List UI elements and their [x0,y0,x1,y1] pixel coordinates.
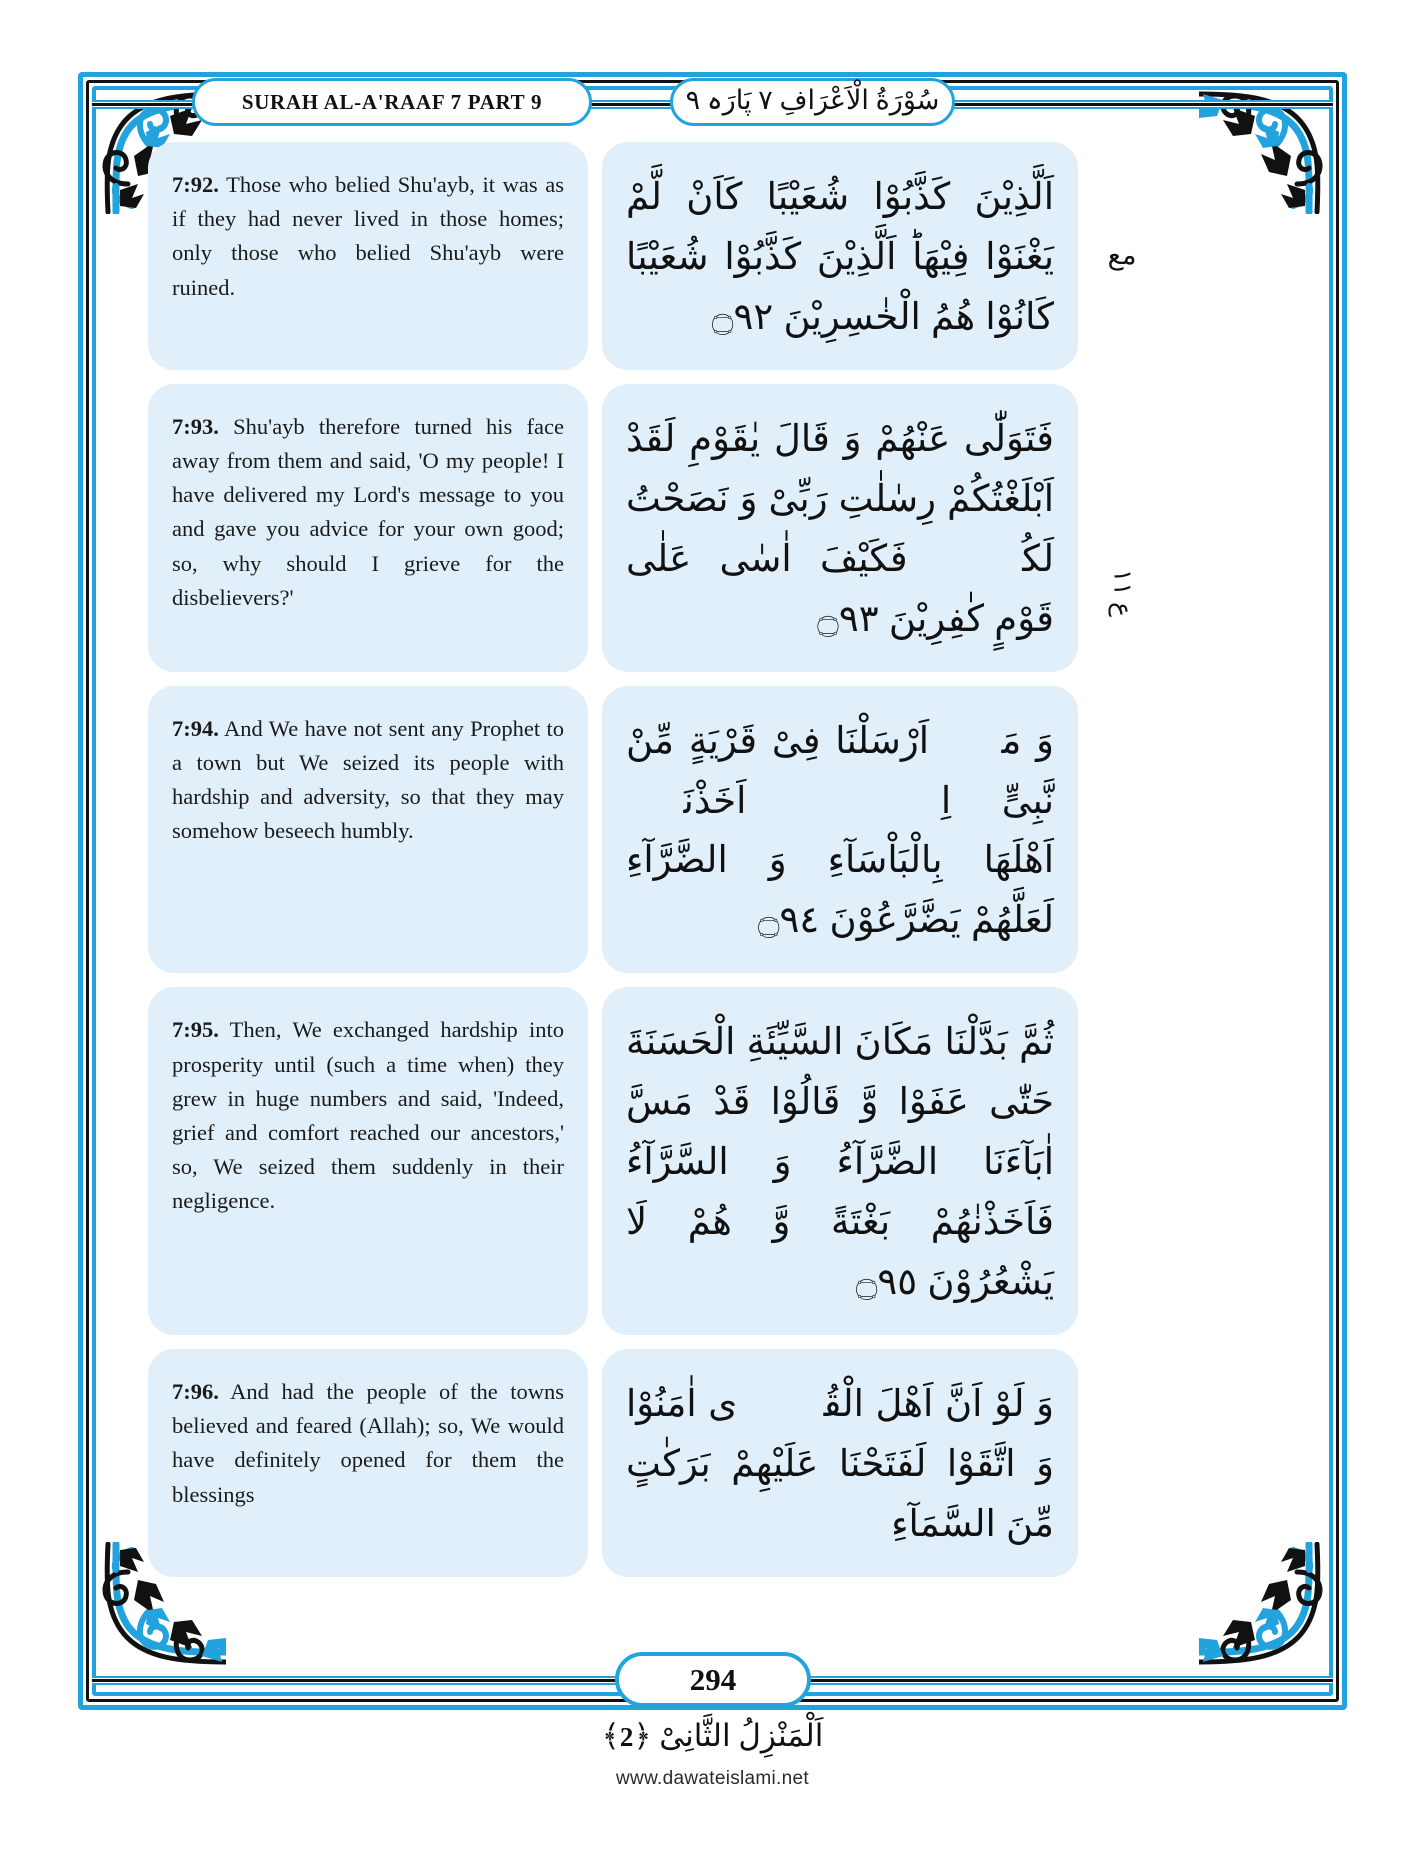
page-number: 294 [689,1661,737,1697]
verse-arabic-text: فَتَوَلّٰى عَنْهُمْ وَ قَالَ یٰقَوْمِ لَقَدْ اَبْلَغْتُكُمْ رِسٰلٰتِ رَبِّیْ وَ نَصَحْتُ لَكُمْۚ فَكَیْفَ اٰسٰى عَلٰى قَوْمٍ كٰفِرِیْنَ ۝٩٣ [626,418,1054,640]
manzil-label [0,1718,1425,1754]
verse-number: 7:96. [172,1379,219,1404]
page-number-pill [615,1652,811,1707]
verse-number: 7:94. [172,715,219,741]
verse-translation-text [172,410,564,615]
verse-arabic-cell [602,686,1078,974]
verse-row [148,686,1078,974]
page-header [92,78,1333,130]
verse-arabic-cell [602,384,1078,672]
surah-title-arabic-pill [670,78,955,126]
verse-english: Then, We exchanged hardship into prosperity until (such a time when) they grew in huge numbers and said, 'Indeed, grief and comfort reached our ancestors,' so, We seized them suddenly in their negligence. [172,1017,565,1214]
surah-title-english: SURAH AL-A'RAAF 7 PART 9 [241,89,543,114]
verse-translation-text [172,1375,564,1512]
verse-translation-cell [148,384,588,672]
verse-translation-text [172,712,564,849]
verse-list [148,142,1078,1591]
verse-row [148,384,1078,672]
verse-english: And had the people of the towns believed and feared (Allah); so, We would have definitely opened for them the blessings [172,1379,565,1507]
surah-title-arabic: سُوْرَةُ الْاَعْرَافِ ٧ پَارَہ ٩ [685,84,940,115]
verse-translation-cell [148,686,588,974]
verse-translation-text [172,1013,564,1218]
verse-arabic-cell [602,142,1078,370]
verse-arabic-text: اَلَّذِیْنَ كَذَّبُوْا شُعَیْبًا كَاَنْ لَّمْ یَغْنَوْا فِیْهَاؕ اَلَّذِیْنَ كَذَّبُوْا شُعَیْبًا كَانُوْا هُمُ الْخٰسِرِیْنَ ۝٩٢ [626,177,1054,338]
verse-translation-text [172,168,564,305]
verse-translation-cell [148,1349,588,1577]
manzil-text: اَلْمَنْزِلُ الثَّانِیْ [659,1718,824,1753]
verse-number: 7:93. [172,413,219,439]
verse-row [148,1349,1078,1577]
verse-row [148,142,1078,370]
verse-number: 7:95. [172,1017,219,1043]
manzil-number: 2 [619,1722,634,1752]
manzil-bracket-close: ﴾ [601,1718,620,1753]
verse-translation-cell [148,142,588,370]
verse-english: Shu'ayb therefore turned his face away from them and said, 'O my people! I have delivered my Lord's message to you and gave you advice for your own good; so, why should I grieve for the disbelievers?' [172,413,565,610]
surah-title-english-pill [192,78,592,126]
manzil-bracket-open: ﴿ [633,1718,652,1753]
verse-row [148,987,1078,1335]
verse-arabic-cell [602,987,1078,1335]
verse-english: Those who belied Shu'ayb, it was as if they had never lived in those homes; only those who belied Shu'ayb were ruined. [172,172,564,300]
verse-arabic-cell [602,1349,1078,1577]
verse-arabic-text: وَ مَاۤ اَرْسَلْنَا فِیْ قَرْیَةٍ مِّنْ نَّبِیٍّ اِلَّاۤ اَخَذْنَاۤ اَهْلَهَا بِالْبَاْسَآءِ وَ الضَّرَّآءِ لَعَلَّهُمْ یَضَّرَّعُوْنَ ۝٩٤ [626,720,1054,942]
verse-arabic-text: وَ لَوْ اَنَّ اَهْلَ الْقُرٰۤى اٰمَنُوْا وَ اتَّقَوْا لَفَتَحْنَا عَلَیْهِمْ بَرَكٰتٍ مِّنَ السَّمَآءِ [626,1384,1054,1545]
verse-english: And We have not sent any Prophet to a town but We seized its people with hardship and adversity, so that they may somehow beseech humbly. [172,715,564,844]
verse-arabic-text: ثُمَّ بَدَّلْنَا مَكَانَ السَّیِّئَةِ الْحَسَنَةَ حَتّٰى عَفَوْا وَّ قَالُوْا قَدْ مَسَّ اٰبَآءَنَا الضَّرَّآءُ وَ السَّرَّآءُ فَاَخَذْنٰهُمْ بَغْتَةً وَّ هُمْ لَا یَشْعُرُوْنَ ۝٩٥ [626,1022,1054,1304]
website-url: www.dawateislami.net [616,1768,809,1789]
verse-translation-cell [148,987,588,1335]
verse-number: 7:92. [172,172,219,197]
margin-mark-maa: مع [1107,240,1137,270]
margin-mark-ruku: ع ١١ [1108,568,1136,618]
page-footer [92,1652,1333,1708]
